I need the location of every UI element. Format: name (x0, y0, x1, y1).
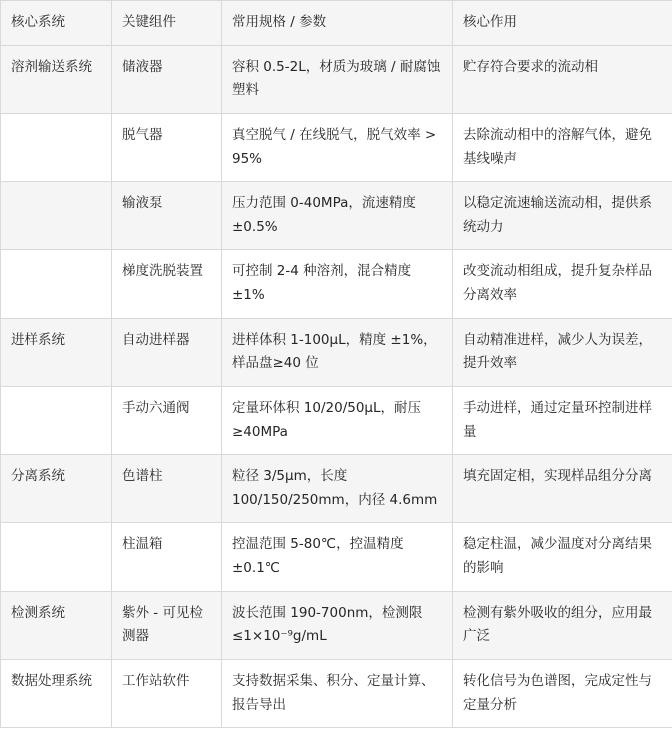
cell-key-component: 紫外 - 可见检测器 (112, 591, 222, 659)
cell-key-component: 手动六通阀 (112, 386, 222, 454)
cell-common-spec: 支持数据采集、积分、定量计算、报告导出 (222, 659, 453, 727)
cell-core-function: 以稳定流速输送流动相，提供系统动力 (453, 182, 672, 250)
cell-key-component: 梯度洗脱装置 (112, 250, 222, 318)
cell-key-component: 储液器 (112, 45, 222, 113)
table-row (1, 386, 672, 454)
cell-core-system (1, 113, 112, 181)
table-row (1, 182, 672, 250)
cell-common-spec: 压力范围 0-40MPa，流速精度 ±0.5% (222, 182, 453, 250)
column-header-core-function: 核心作用 (453, 1, 672, 46)
cell-core-function: 手动进样，通过定量环控制进样量 (453, 386, 672, 454)
cell-common-spec: 可控制 2-4 种溶剂，混合精度 ±1% (222, 250, 453, 318)
cell-core-function: 稳定柱温，减少温度对分离结果的影响 (453, 523, 672, 591)
cell-common-spec: 真空脱气 / 在线脱气，脱气效率 > 95% (222, 113, 453, 181)
cell-core-system (1, 386, 112, 454)
cell-common-spec: 控温范围 5-80℃，控温精度 ±0.1℃ (222, 523, 453, 591)
cell-key-component: 输液泵 (112, 182, 222, 250)
cell-key-component: 工作站软件 (112, 659, 222, 727)
table-row (1, 45, 672, 113)
table-row (1, 659, 672, 727)
cell-core-system (1, 523, 112, 591)
cell-core-function: 贮存符合要求的流动相 (453, 45, 672, 113)
cell-core-system: 进样系统 (1, 318, 112, 386)
cell-key-component: 自动进样器 (112, 318, 222, 386)
cell-key-component: 色谱柱 (112, 455, 222, 523)
table-header-row (1, 1, 672, 46)
cell-core-function: 去除流动相中的溶解气体，避免基线噪声 (453, 113, 672, 181)
cell-common-spec: 波长范围 190-700nm，检测限≤1×10⁻⁹g/mL (222, 591, 453, 659)
cell-core-system: 检测系统 (1, 591, 112, 659)
cell-core-function: 自动精准进样，减少人为误差，提升效率 (453, 318, 672, 386)
cell-common-spec: 粒径 3/5μm，长度 100/150/250mm，内径 4.6mm (222, 455, 453, 523)
cell-common-spec: 定量环体积 10/20/50μL，耐压≥40MPa (222, 386, 453, 454)
table-row (1, 523, 672, 591)
column-header-key-component: 关键组件 (112, 1, 222, 46)
cell-core-function: 填充固定相，实现样品组分分离 (453, 455, 672, 523)
table-header (1, 1, 672, 46)
cell-core-function: 检测有紫外吸收的组分，应用最广泛 (453, 591, 672, 659)
cell-core-system (1, 182, 112, 250)
cell-common-spec: 进样体积 1-100μL，精度 ±1%，样品盘≥40 位 (222, 318, 453, 386)
table-row (1, 455, 672, 523)
column-header-common-spec: 常用规格 / 参数 (222, 1, 453, 46)
table-row (1, 113, 672, 181)
cell-core-system: 数据处理系统 (1, 659, 112, 727)
table-row (1, 591, 672, 659)
column-header-core-system: 核心系统 (1, 1, 112, 46)
cell-key-component: 柱温箱 (112, 523, 222, 591)
cell-core-system: 溶剂输送系统 (1, 45, 112, 113)
table-row (1, 250, 672, 318)
cell-core-system (1, 250, 112, 318)
cell-core-function: 改变流动相组成，提升复杂样品分离效率 (453, 250, 672, 318)
cell-core-function: 转化信号为色谱图，完成定性与定量分析 (453, 659, 672, 727)
cell-common-spec: 容积 0.5-2L，材质为玻璃 / 耐腐蚀塑料 (222, 45, 453, 113)
table-body (1, 45, 672, 728)
table-row (1, 318, 672, 386)
cell-key-component: 脱气器 (112, 113, 222, 181)
cell-core-system: 分离系统 (1, 455, 112, 523)
